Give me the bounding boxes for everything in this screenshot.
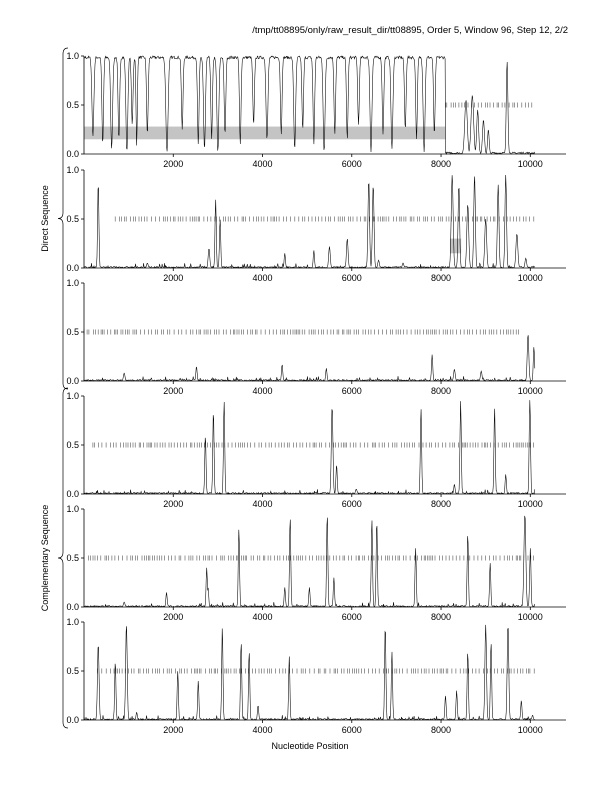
y-tick-label: 0.5 [66, 553, 79, 563]
x-tick-label: 6000 [341, 725, 362, 735]
x-tick-label: 4000 [252, 386, 273, 396]
x-tick-label: 8000 [431, 386, 452, 396]
panel-1 [66, 51, 566, 169]
x-tick-label: 8000 [431, 273, 452, 283]
y-tick-label: 1.0 [66, 165, 79, 175]
panel-5 [66, 504, 566, 622]
tick-row [115, 217, 534, 222]
x-tick-label: 8000 [431, 159, 452, 169]
x-tick-label: 8000 [431, 499, 452, 509]
tick-row [93, 443, 534, 448]
y-tick-label: 1.0 [66, 278, 79, 288]
series-line [84, 625, 535, 720]
x-tick-label: 10000 [517, 386, 543, 396]
x-tick-label: 4000 [252, 499, 273, 509]
x-tick-label: 2000 [163, 499, 184, 509]
y-tick-label: 0.5 [66, 214, 79, 224]
group-label-1: Direct Sequence [40, 185, 50, 252]
x-tick-label: 8000 [431, 612, 452, 622]
x-tick-label: 4000 [252, 612, 273, 622]
y-tick-label: 0.0 [66, 489, 79, 499]
series-line [84, 335, 535, 381]
x-tick-label: 6000 [341, 386, 362, 396]
series-line [84, 516, 535, 607]
y-tick-label: 1.0 [66, 617, 79, 627]
y-tick-label: 1.0 [66, 504, 79, 514]
y-tick-label: 1.0 [66, 391, 79, 401]
x-tick-label: 2000 [163, 725, 184, 735]
y-tick-label: 0.0 [66, 263, 79, 273]
panel-4 [66, 391, 566, 509]
y-tick-label: 0.5 [66, 666, 79, 676]
x-axis-title: Nucleotide Position [271, 741, 349, 751]
y-tick-label: 0.5 [66, 100, 79, 110]
y-tick-label: 0.0 [66, 149, 79, 159]
x-tick-label: 10000 [517, 273, 543, 283]
tick-row [89, 556, 534, 561]
page-title: /tmp/tt08895/only/raw_result_dir/tt08895, Order 5, Window 96, Step 12, 2/2 [252, 25, 568, 36]
x-tick-label: 10000 [517, 612, 543, 622]
x-tick-label: 6000 [341, 499, 362, 509]
y-tick-label: 1.0 [66, 51, 79, 61]
tick-row [84, 330, 518, 335]
panel-2 [66, 165, 566, 283]
x-tick-label: 8000 [431, 725, 452, 735]
y-tick-label: 0.0 [66, 376, 79, 386]
x-tick-label: 10000 [517, 499, 543, 509]
tick-row [97, 669, 534, 674]
x-tick-label: 4000 [252, 159, 273, 169]
x-tick-label: 6000 [341, 612, 362, 622]
x-tick-label: 6000 [341, 273, 362, 283]
y-tick-label: 0.5 [66, 327, 79, 337]
y-tick-label: 0.5 [66, 440, 79, 450]
y-tick-label: 0.0 [66, 715, 79, 725]
highlight-bar [450, 239, 461, 254]
group-label-2: Complementary Sequence [40, 504, 50, 612]
x-tick-label: 10000 [517, 159, 543, 169]
panel-3 [66, 278, 566, 396]
panel-6 [66, 617, 566, 735]
x-tick-label: 2000 [163, 159, 184, 169]
x-tick-label: 2000 [163, 612, 184, 622]
y-tick-label: 0.0 [66, 602, 79, 612]
x-tick-label: 4000 [252, 725, 273, 735]
x-tick-label: 2000 [163, 273, 184, 283]
x-tick-label: 10000 [517, 725, 543, 735]
tick-row [446, 103, 532, 108]
x-tick-label: 4000 [252, 273, 273, 283]
x-tick-label: 2000 [163, 386, 184, 396]
x-tick-label: 6000 [341, 159, 362, 169]
